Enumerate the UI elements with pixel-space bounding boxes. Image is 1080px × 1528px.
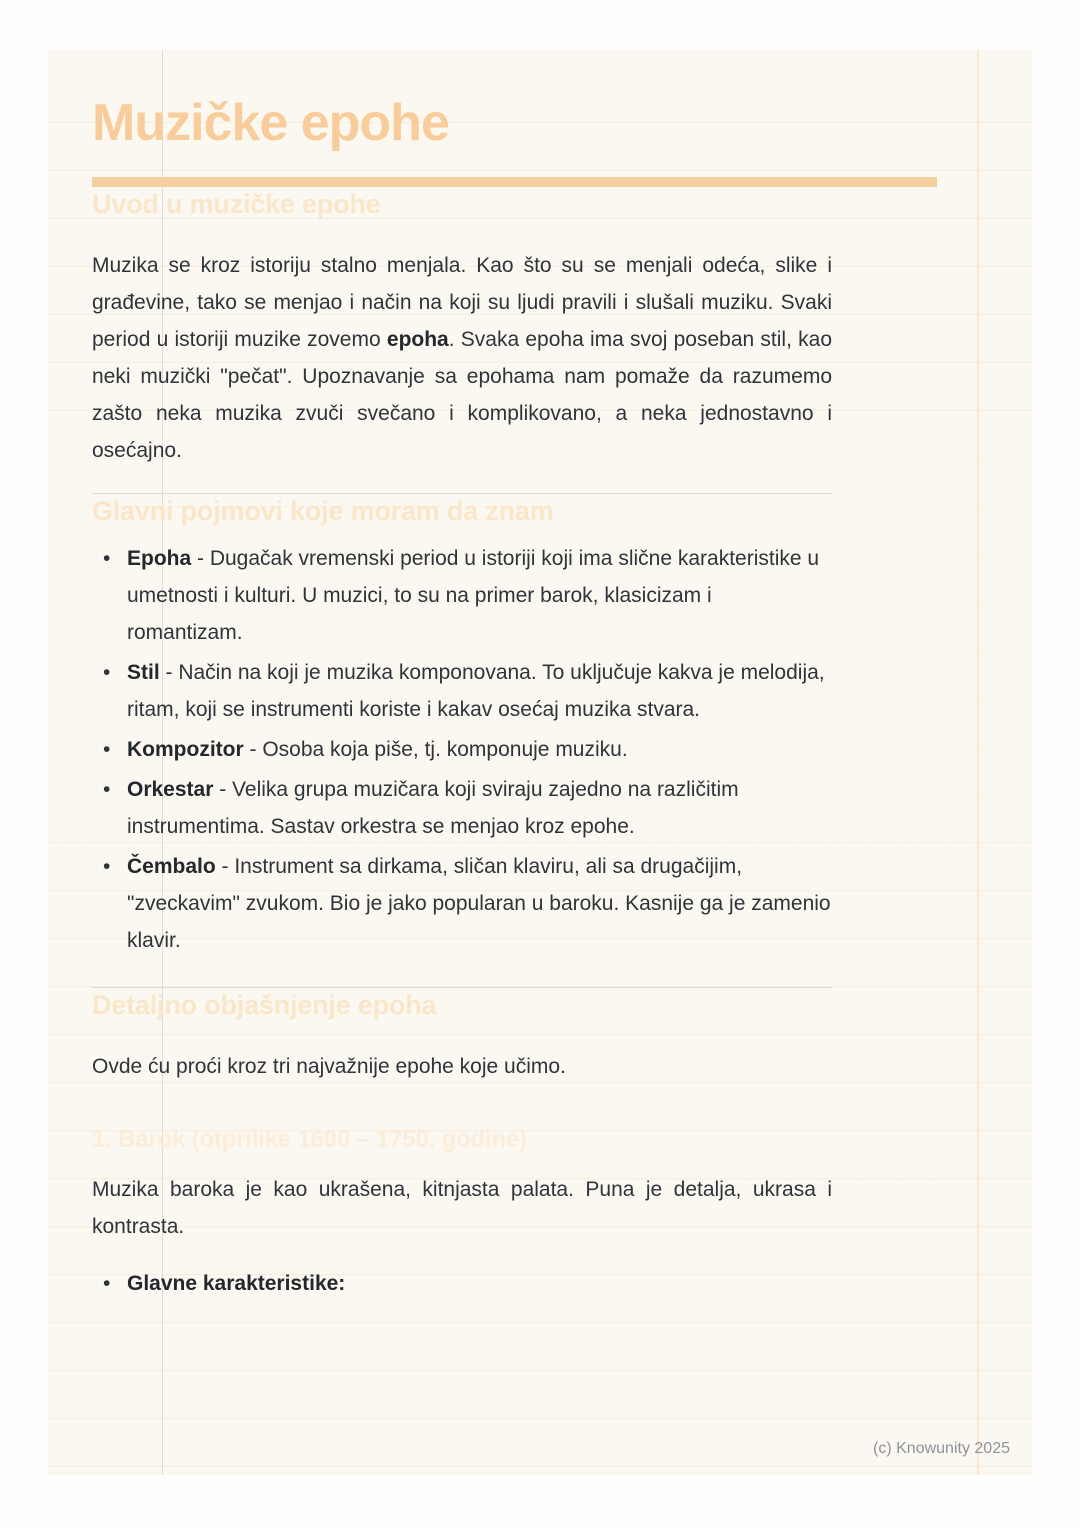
glossary-term: Orkestar: [127, 778, 214, 801]
glossary-term: Epoha: [127, 547, 192, 570]
glossary-definition: - Osoba koja piše, tj. komponuje muziku.: [243, 738, 628, 761]
title-underline-bar: [92, 177, 937, 187]
barok-paragraph: Muzika baroka je kao ukrašena, kitnjasta palata. Puna je detalja, ukrasa i kontrasta.: [92, 1178, 832, 1238]
barok-characteristics-label: Glavne karakteristike:: [127, 1272, 346, 1295]
list-item: [92, 540, 832, 651]
glossary-definition: - Dugačak vremenski period u istoriji koji ima slične karakteristike u umetnosti i kulturi. U muzici, to su na primer barok, klasicizam i romantizam.: [127, 547, 820, 644]
glossary-term: Čembalo: [127, 855, 216, 878]
list-item: [92, 654, 832, 728]
page-title: Muzičke epohe: [92, 94, 449, 152]
intro-paragraph-bold-term: epoha: [386, 328, 449, 351]
list-item: [92, 771, 832, 845]
bullet-icon: •: [103, 778, 111, 801]
copyright-footer: (c) Knowunity 2025: [873, 1440, 1010, 1457]
details-intro-paragraph: Ovde ću proći kroz tri najvažnije epohe koje učimo.: [92, 1055, 566, 1078]
section-heading-details: Detaljno objašnjenje epoha: [92, 990, 437, 1020]
notes-content: [92, 50, 938, 1302]
subsection-heading-barok: 1. Barok (otprilike 1600 – 1750. godine): [92, 1126, 527, 1153]
intro-paragraph: [92, 247, 832, 469]
glossary-term: Kompozitor: [127, 738, 244, 761]
bullet-icon: •: [103, 547, 111, 570]
list-item: [92, 1265, 832, 1302]
notes-page-card: [48, 50, 1032, 1475]
glossary-definition: - Način na koji je muzika komponovana. To uključuje kakva je melodija, ritam, koji se instrumenti koriste i kakav osećaj muzika stvara.: [127, 661, 825, 721]
section-heading-intro: Uvod u muzičke epohe: [92, 189, 381, 219]
section-heading-glossary: Glavni pojmovi koje moram da znam: [92, 496, 554, 526]
bullet-icon: •: [103, 661, 111, 684]
glossary-list: [92, 540, 832, 959]
intro-paragraph-text-after: . Svaka epoha ima svoj poseban stil, kao neki muzički "pečat". Upoznavanje sa epohama nam pomaže da razumemo zašto neka muzika zvuči svečano i komplikovano, a neka jednostavno i osećajno.: [92, 328, 832, 462]
list-item: [92, 731, 832, 768]
notebook-margin-line-right: [977, 50, 979, 1475]
barok-characteristics-list: [92, 1265, 832, 1302]
glossary-definition: - Instrument sa dirkama, sličan klaviru, ali sa drugačijim, "zveckavim" zvukom. Bio je jako popularan u baroku. Kasnije ga je zamenio klavir.: [127, 855, 831, 952]
bullet-icon: •: [103, 855, 111, 878]
list-item: [92, 848, 832, 959]
bullet-icon: •: [103, 738, 111, 761]
glossary-definition: - Velika grupa muzičara koji sviraju zajedno na različitim instrumentima. Sastav orkestra se menjao kroz epohe.: [127, 778, 739, 838]
bullet-icon: •: [103, 1272, 111, 1295]
intro-paragraph-text-before: Muzika se kroz istoriju stalno menjala. Kao što su se menjali odeća, slike i građevine, tako se menjao i način na koji su ljudi pravili i slušali muziku. Svaki period u istoriji muzike zovemo: [92, 254, 832, 351]
glossary-term: Stil: [127, 661, 160, 684]
